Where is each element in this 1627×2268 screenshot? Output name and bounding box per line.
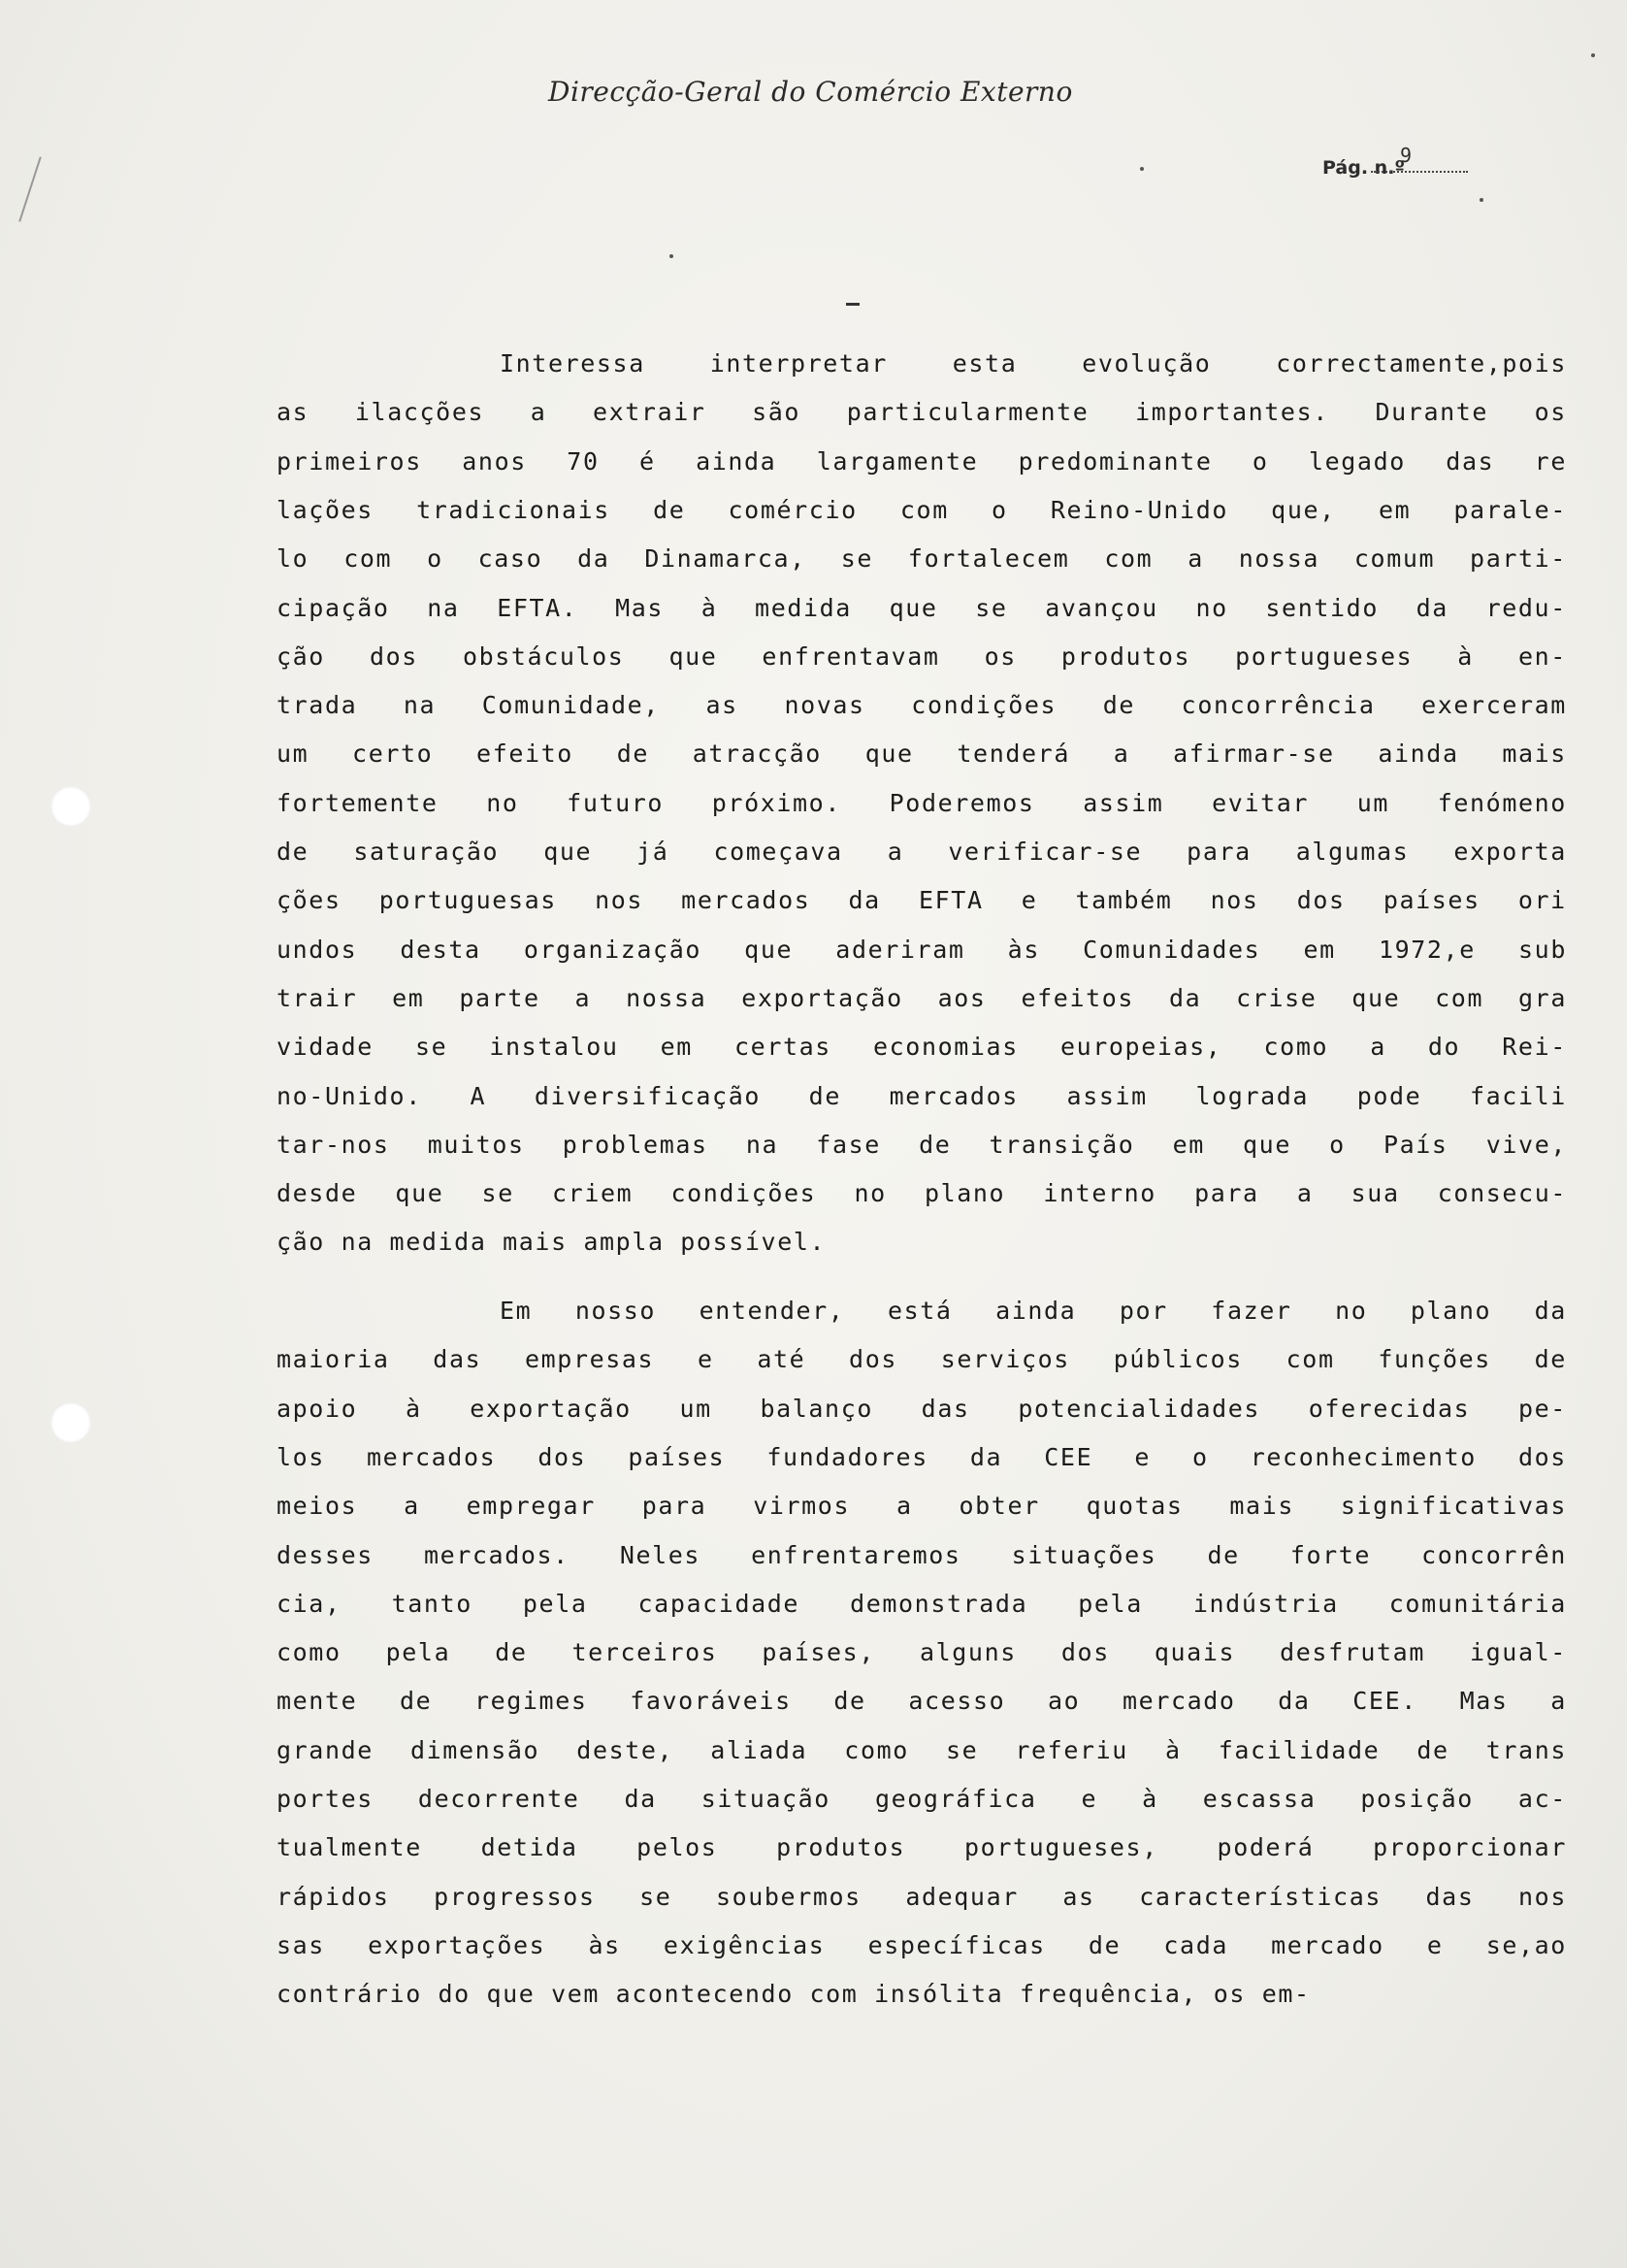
paragraph-1-line: vidade se instalou em certas economias europeias, como a do Rei- [277, 1033, 1567, 1062]
letterhead: Direcção-Geral do Comércio Externo [548, 76, 1073, 108]
paragraph-1-line: trair em parte a nossa exportação aos efeitos da crise que com gra [277, 983, 1567, 1012]
paragraph-1-line: desde que se criem condições no plano interno para a sua consecu- [277, 1179, 1567, 1208]
paragraph-1-line: lações tradicionais de comércio com o Reino-Unido que, em parale- [277, 495, 1567, 524]
paragraph-1-line: no-Unido. A diversificação de mercados assim lograda pode facili [277, 1081, 1567, 1110]
paragraph-2-line: desses mercados. Neles enfrentaremos situações de forte concorrên [277, 1540, 1567, 1569]
paragraph-2-line: los mercados dos países fundadores da CEE e o reconhecimento dos [277, 1442, 1567, 1471]
paragraph-1-line: ção na medida mais ampla possível. [277, 1228, 827, 1257]
paragraph-2-line: apoio à exportação um balanço das potencialidades oferecidas pe- [277, 1394, 1567, 1423]
paragraph-1-line: primeiros anos 70 é ainda largamente predominante o legado das re [277, 446, 1567, 476]
paragraph-1-line: undos desta organização que aderiram às Comunidades em 1972,e sub [277, 935, 1567, 964]
paragraph-2-line: sas exportações às exigências específicas de cada mercado e se,ao [277, 1930, 1567, 1959]
paragraph-1-line: tar-nos muitos problemas na fase de transição em que o País vive, [277, 1130, 1567, 1159]
paragraph-1-line: lo com o caso da Dinamarca, se fortalecem com a nossa comum parti- [277, 544, 1567, 574]
paragraph-2-line: meios a empregar para virmos a obter quotas mais significativas [277, 1492, 1567, 1521]
paragraph-2-line: cia, tanto pela capacidade demonstrada pela indústria comunitária [277, 1589, 1567, 1618]
paragraph-1-line: ção dos obstáculos que enfrentavam os produtos portugueses à en- [277, 641, 1567, 671]
paragraph-1-line: as ilacções a extrair são particularmente importantes. Durante os [277, 398, 1567, 427]
paragraph-1-line: Interessa interpretar esta evolução correctamente,pois [500, 349, 1567, 378]
page-number-label: Pág. n.º [1322, 157, 1406, 179]
paragraph-2-line: como pela de terceiros países, alguns dos quais desfrutam igual- [277, 1638, 1567, 1667]
paragraph-2-line: Em nosso entender, está ainda por fazer no plano da [500, 1297, 1567, 1325]
paragraph-2-line: mente de regimes favoráveis de acesso ao mercado da CEE. Mas a [277, 1687, 1567, 1716]
paragraph-2-line: contrário do que vem acontecendo com insólita frequência, os em- [277, 1980, 1311, 2009]
paragraph-2-line: portes decorrente da situação geográfica e à escassa posição ac- [277, 1785, 1567, 1813]
paragraph-2-line: grande dimensão deste, aliada como se referiu à facilidade de trans [277, 1735, 1567, 1764]
paragraph-1-line: trada na Comunidade, as novas condições de concorrência exerceram [277, 691, 1567, 720]
paragraph-1-line: de saturação que já começava a verificar-se para algumas exporta [277, 838, 1567, 866]
paragraph-2-line: tualmente detida pelos produtos portugueses, poderá proporcionar [277, 1833, 1567, 1862]
paragraph-2-line: maioria das empresas e até dos serviços públicos com funções de [277, 1345, 1567, 1374]
paragraph-1-line: um certo efeito de atracção que tenderá a afirmar-se ainda mais [277, 740, 1567, 769]
paragraph-1-line: ções portuguesas nos mercados da EFTA e também nos dos países ori [277, 886, 1567, 915]
paragraph-1-line: fortemente no futuro próximo. Poderemos assim evitar um fenómeno [277, 788, 1567, 817]
page-number: 9 [1400, 144, 1413, 167]
paragraph-2-line: rápidos progressos se soubermos adequar as características das nos [277, 1882, 1567, 1911]
paragraph-1-line: cipação na EFTA. Mas à medida que se avançou no sentido da redu- [277, 593, 1567, 622]
